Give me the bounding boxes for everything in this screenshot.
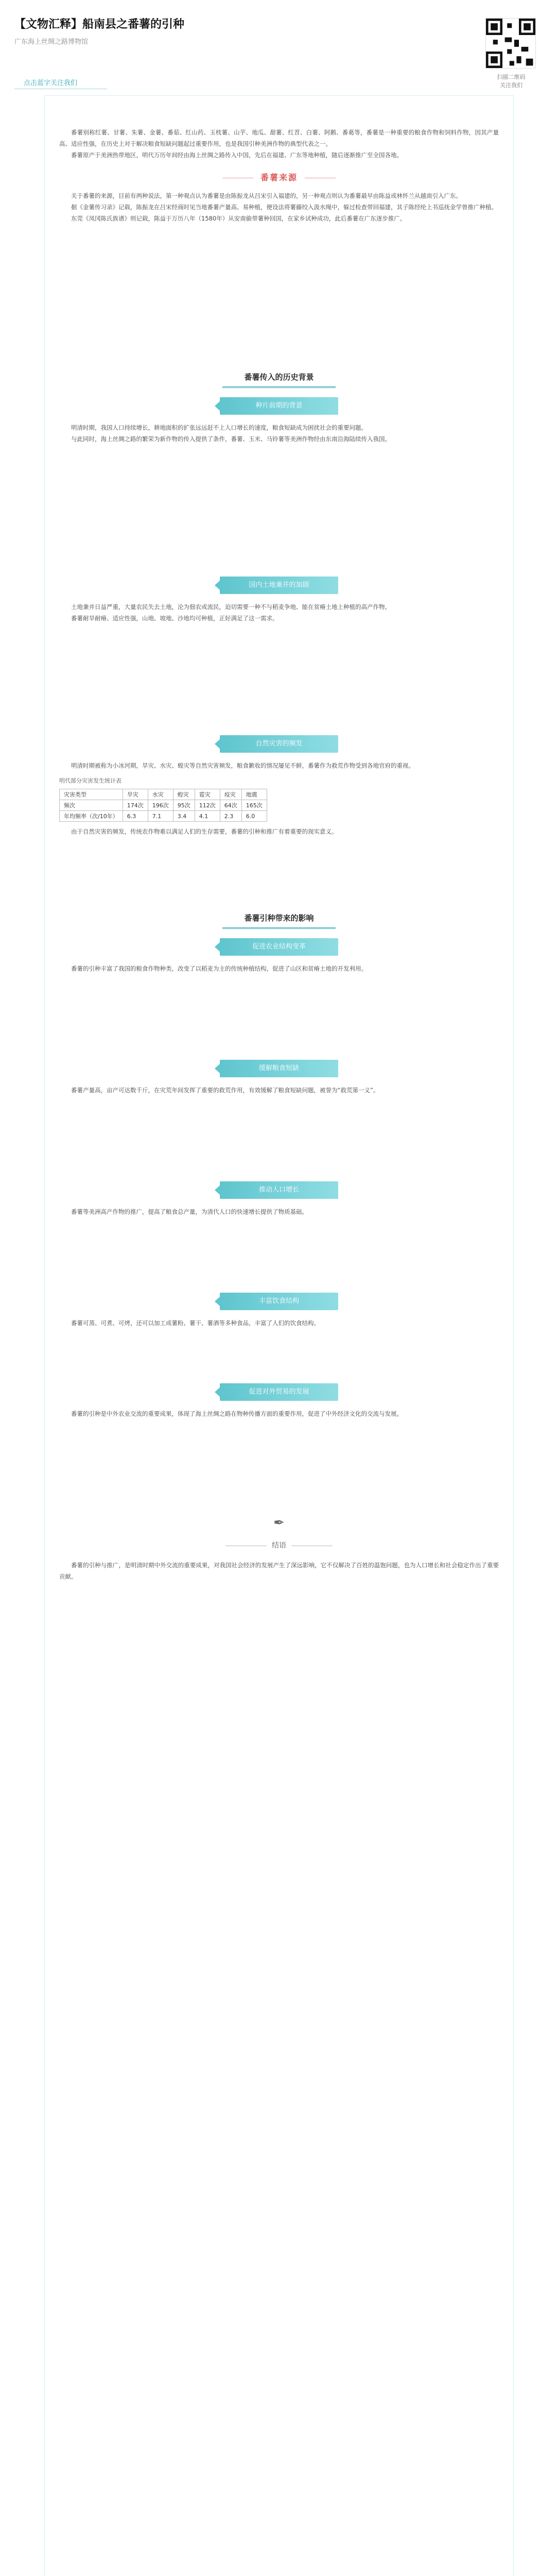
table-cell: 2.3 — [220, 811, 241, 822]
account-name[interactable]: 广东海上丝绸之路博物馆 — [14, 38, 89, 46]
table-cell: 64次 — [220, 800, 241, 811]
body-paragraph: 番薯的引种与推广，是明清时期中外交流的重要成果，对我国社会经济的发展产生了深远影响，它不仅解决了百姓的温饱问题，也为人口增长和社会稳定作出了重要贡献。 — [59, 1562, 499, 1580]
body-paragraph: 由于自然灾害的频发，传统农作物难以满足人们的生存需要，番薯的引种和推广有着重要的现实意义。 — [71, 828, 338, 835]
disaster-table — [59, 789, 267, 822]
body-paragraph: 番薯的引种是中外农业交流的重要成果，体现了海上丝绸之路在物种传播方面的重要作用，促进了中外经济文化的交流与发展。 — [71, 1410, 403, 1417]
table-cell: 196次 — [148, 800, 173, 811]
table-cell: 174次 — [123, 800, 148, 811]
intro-paragraph: 番薯别称红薯、甘薯、朱薯、金薯、番茹、红山药、玉枕薯、山芋、地瓜、甜薯、红苕、白薯、阿鹅、番葛等，番薯是一种重要的粮食作物和饲料作物，因其产量高、适应性强，在历史上对于解决粮食短缺问题起过重要作用，也是我国引种美洲作物的典型代表之一。 — [59, 129, 499, 147]
body-paragraph: 明清时期，我国人口持续增长，耕地面积的扩张远远赶不上人口增长的速度，粮食短缺成为困扰社会的重要问题。 — [71, 424, 367, 431]
subsection-header: 缓解粮食短缺 — [220, 1060, 338, 1077]
qr-caption-line1: 扫描二维码 — [497, 74, 526, 80]
table-cell: 3.4 — [173, 811, 195, 822]
body-paragraph: 明清时期被称为小冰河期，旱灾、水灾、蝗灾等自然灾害频发，粮食歉收的情况屡见不鲜，番薯作为救荒作物受到各地官府的重视。 — [71, 762, 414, 769]
subsection-header: 自然灾害的频发 — [220, 735, 338, 753]
conclusion-title: 结语 — [45, 1540, 513, 1550]
qr-pattern-icon — [486, 19, 535, 68]
table-caption: 明代部分灾害发生统计表 — [59, 777, 121, 784]
table-cell: 7.1 — [148, 811, 173, 822]
subsection-header: 推动人口增长 — [220, 1181, 338, 1199]
table-cell: 4.1 — [195, 811, 220, 822]
table-cell: 95次 — [173, 800, 195, 811]
table-header-cell: 水灾 — [148, 789, 173, 800]
table-cell: 6.3 — [123, 811, 148, 822]
table-row — [60, 800, 267, 811]
table-cell: 165次 — [241, 800, 267, 811]
chapter-title — [45, 912, 513, 929]
body-paragraph: 与此同时，海上丝绸之路的繁荣为新作物的传入提供了条件，番薯、玉米、马铃薯等美洲作物经由东南沿海陆续传入我国。 — [71, 435, 391, 443]
subsection-header: 丰富饮食结构 — [220, 1293, 338, 1310]
table-cell: 112次 — [195, 800, 220, 811]
section-title: 番薯来源 — [45, 171, 513, 183]
subsection-header: 促进对外贸易的发展 — [220, 1383, 338, 1401]
article-body — [44, 95, 514, 2576]
body-paragraph: 番薯可蒸、可煮、可烤，还可以加工成薯粉、薯干、薯酒等多种食品，丰富了人们的饮食结构。 — [71, 1319, 320, 1327]
body-paragraph: 土地兼并日益严重，大量农民失去土地，沦为佃农或流民，迫切需要一种不与稻麦争地、能在贫瘠土地上种植的高产作物。 — [71, 603, 391, 611]
chapter-underline — [222, 926, 336, 929]
qr-caption-line2: 关注我们 — [500, 82, 523, 89]
chapter-title-text: 番薯引种带来的影响 — [244, 913, 314, 923]
follow-link[interactable] — [14, 77, 107, 89]
page-title: 【文物汇释】船南县之番薯的引种 — [14, 18, 185, 31]
table-header-row — [60, 789, 267, 800]
table-cell: 6.0 — [241, 811, 267, 822]
body-paragraph: 番薯的引种丰富了我国的粮食作物种类，改变了以稻麦为主的传统种植结构，促进了山区和贫瘠土地的开发利用。 — [71, 965, 367, 972]
table-row — [60, 811, 267, 822]
table-header-cell: 地震 — [241, 789, 267, 800]
chapter-underline — [222, 385, 336, 388]
qr-caption — [480, 73, 542, 90]
subsection-header: 促进农业结构变革 — [220, 938, 338, 956]
body-paragraph: 番薯产量高，亩产可达数千斤，在灾荒年间发挥了重要的救荒作用，有效缓解了粮食短缺问题，被誉为“救荒第一义”。 — [71, 1087, 379, 1094]
quill-icon: ✒ — [273, 1515, 285, 1531]
table-cell: 频次 — [60, 800, 123, 811]
chapter-title — [45, 371, 513, 388]
chapter-title-text: 番薯传入的历史背景 — [244, 372, 314, 382]
body-paragraph: 东莞《凤冈陈氏族谱》则记载，陈益于万历八年（1580年）从安南偷带薯种回国，在家乡试种成功，此后番薯在广东逐步推广。 — [71, 215, 406, 222]
qr-code-icon — [485, 18, 536, 69]
table-cell: 年均频率（次/10年） — [60, 811, 123, 822]
table-header-cell: 蝗灾 — [173, 789, 195, 800]
table-header-cell: 旱灾 — [123, 789, 148, 800]
body-paragraph: 关于番薯的来源，目前有两种说法，第一种观点认为番薯是由陈振龙从吕宋引入福建的，另一种观点则认为番薯最早由陈益或林怀兰从越南引入广东。 — [71, 192, 462, 199]
follow-label[interactable]: 点击蓝字关注我们 — [24, 79, 78, 87]
subsection-header: 国内土地兼并的加剧 — [220, 577, 338, 594]
subsection-header: 种片前期的背景 — [220, 397, 338, 415]
table-header-cell: 疫灾 — [220, 789, 241, 800]
table-header-cell: 雹灾 — [195, 789, 220, 800]
intro-paragraph: 番薯原产于美洲热带地区，明代万历年间经由海上丝绸之路传入中国，先后在福建、广东等地种植，随后逐渐推广至全国各地。 — [71, 151, 403, 159]
body-paragraph: 番薯耐旱耐瘠、适应性强，山地、坡地、沙地均可种植，正好满足了这一需求。 — [71, 615, 278, 622]
body-paragraph: 据《金薯传习录》记载，陈振龙在吕宋经商时见当地番薯产量高、易种植，便设法将薯藤绞入汲水绳中，躲过检查带回福建，其子陈经纶上书巡抚金学曾推广种植。 — [71, 204, 497, 211]
table-header-cell: 灾害类型 — [60, 789, 123, 800]
body-paragraph: 番薯等美洲高产作物的推广，提高了粮食总产量，为清代人口的快速增长提供了物质基础。 — [71, 1208, 308, 1215]
